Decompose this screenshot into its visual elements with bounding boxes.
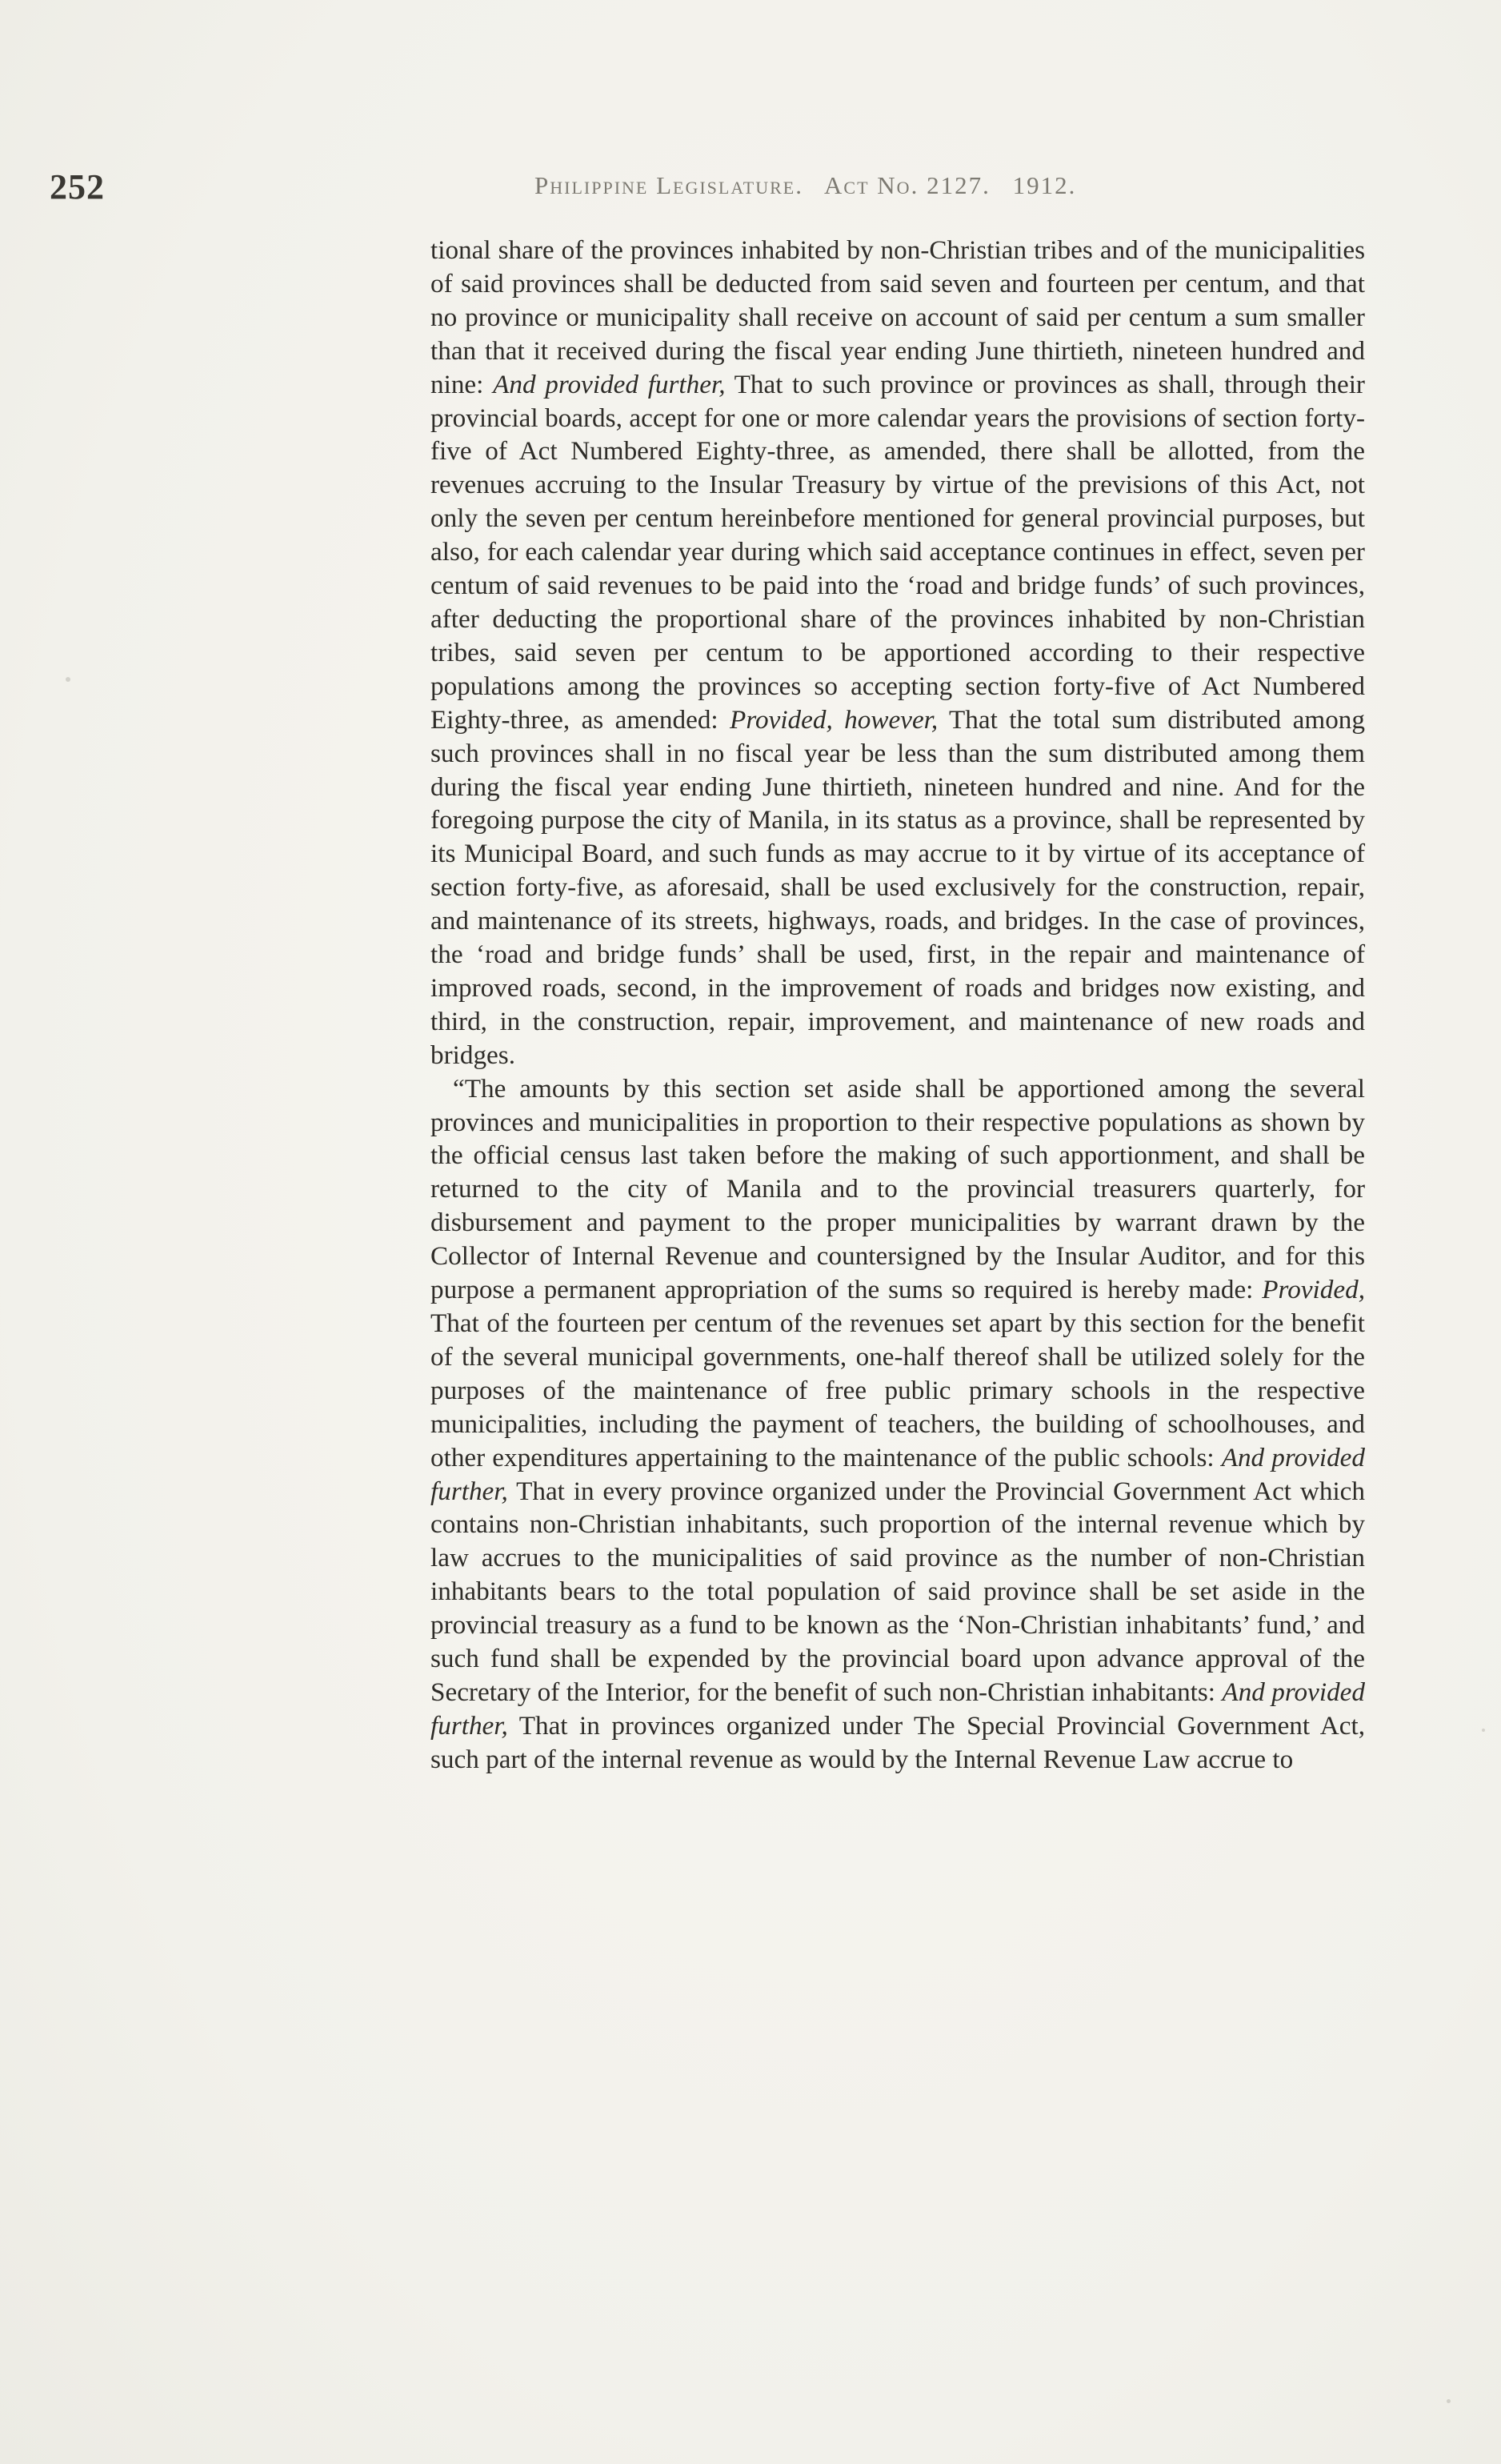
paragraph-2-text-4: That in provinces organized under The Special Provincial Government Act, such part of the internal revenue as would by the Internal Revenue Law accrue to: [430, 1710, 1365, 1774]
running-head: [534, 171, 1271, 200]
paragraph-2-italic-1: Provided,: [1262, 1275, 1365, 1305]
running-head-publisher: Philippine Legislature.: [534, 171, 803, 199]
body-text: [430, 234, 1365, 1777]
paper-speck: [66, 677, 70, 682]
paragraph-2-italic-2: And provided further,: [430, 1442, 1365, 1506]
paragraph-2: [430, 1072, 1365, 1777]
paragraph-2-italic-3: And provided further,: [430, 1677, 1366, 1741]
paragraph-1-text-3: That the total sum distributed among such provinces shall in no fiscal year be less than the sum distributed among them during the fiscal year ending June thirtieth, nineteen hundred and nine. And for the foregoing purpose the city of Manila, in its status as a province, shall be represented by its Municipal Board, and such funds as may accrue to it by virtue of its acceptance of section forty-five, as aforesaid, shall be used exclusively for the construction, repair, and maintenance of its streets, highways, roads, and bridges. In the case of provinces, the ‘road and bridge funds’ shall be used, first, in the repair and maintenance of improved roads, second, in the improvement of roads and bridges now existing, and third, in the construction, repair, improvement, and maintenance of new roads and bridges.: [430, 704, 1365, 1070]
paper-speck: [1447, 2399, 1451, 2403]
paragraph-2-text-2: That of the fourteen per centum of the revenues set apart by this section for the benefit of the several municipal governments, one-half thereof shall be utilized solely for the purposes of the maintenance of free public primary schools in the respective municipalities, including the payment of teachers, the building of schoolhouses, and other expenditures appertaining to the maintenance of the public schools:: [430, 1308, 1365, 1472]
page-number: 252: [50, 167, 105, 206]
paper-speck: [1482, 1729, 1485, 1732]
paragraph-2-text-1: “The amounts by this section set aside shall be apportioned among the several provinces and municipalities in proportion to their respective populations as shown by the official census last taken before the making of such apportionment, and shall be returned to the city of Manila and to the provincial treasurers quarterly, for disbursement and payment to the proper municipalities by warrant drawn by the Collector of Internal Revenue and countersigned by the Insular Auditor, and for this purpose a permanent appropriation of the sums so required is hereby made:: [430, 1073, 1365, 1305]
paragraph-1-italic-2: Provided, however,: [730, 704, 939, 735]
paragraph-1-text-1: tional share of the provinces inhabited by non-Christian tribes and of the municipalities of said provinces shall be deducted from said seven and fourteen per centum, and that no province or municipality shall receive on account of said per centum a sum smaller than that it received during the fiscal year ending June thirtieth, nineteen hundred and nine:: [430, 235, 1365, 399]
running-head-year: 1912.: [1012, 171, 1077, 199]
paragraph-2-text-3: That in every province organized under the Provincial Government Act which contains non-Christian inhabitants, such proportion of the internal revenue which by law accrues to the municipalities of said province as the number of non-Christian inhabitants bears to the total population of said province shall be set aside in the provincial treasury as a fund to be known as the ‘Non-Christian inhabitants’ fund,’ and such fund shall be expended by the provincial board upon advance approval of the Secretary of the Interior, for the benefit of such non-Christian inhabitants:: [430, 1476, 1365, 1707]
paragraph-1-text-2: That to such province or provinces as shall, through their provincial boards, accept for one or more calendar years the provisions of section forty-five of Act Numbered Eighty-three, as amended, there shall be allotted, from the revenues accruing to the Insular Treasury by virtue of the previsions of this Act, not only the seven per centum hereinbefore mentioned for general provincial purposes, but also, for each calendar year during which said acceptance continues in effect, seven per centum of said revenues to be paid into the ‘road and bridge funds’ of such provinces, after deducting the proportional share of the provinces inhabited by non-Christian tribes, said seven per centum to be apportioned according to their respective populations among the provinces so accepting section forty-five of Act Numbered Eighty-three, as amended:: [430, 369, 1365, 735]
paragraph-1-italic-1: And provided further,: [493, 369, 726, 399]
running-head-act: Act No. 2127.: [824, 171, 991, 199]
paragraph-1: [430, 234, 1365, 1072]
